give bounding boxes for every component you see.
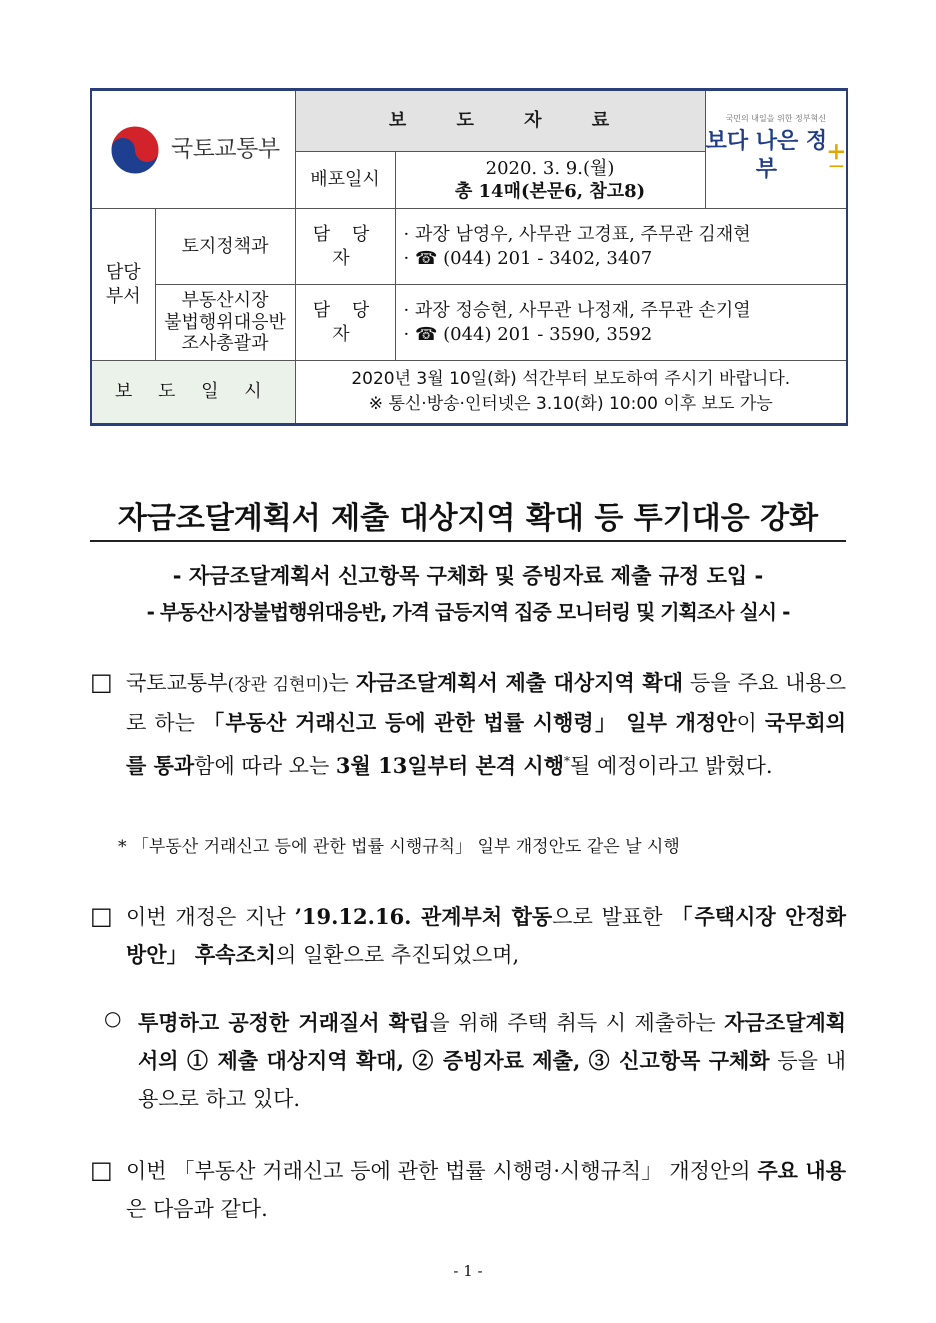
p1-text: 는 [328,671,356,695]
release-pages: 총 14매(본문6, 참고8) [454,181,646,202]
p1-emph: 자금조달계획서 제출 대상지역 확대 [355,670,684,695]
page-number: - 1 - [453,1262,483,1280]
p3-text: 을 위해 주택 취득 시 제출하는 [429,1011,725,1035]
phone-1: (044) 201 - 3402, 3407 [443,247,653,269]
release-date: 2020. 3. 9.(월) [485,157,615,179]
paragraph-2 [126,898,846,974]
footnote: * 「부동산 거래신고 등에 관한 법률 시행규칙」 일부 개정안도 같은 날 시행 [118,837,680,857]
phone-icon: ☎ [414,323,438,345]
paragraph-1 [126,664,846,785]
contact-label-1: 담 당 자 [295,209,395,285]
circle-bullet-icon: ○ [104,1006,122,1030]
square-bullet-icon: □ [90,668,113,696]
contact-label-2: 담 당 자 [295,285,395,361]
p4-text: 은 다음과 같다. [126,1197,268,1221]
press-release-header [90,88,848,426]
ministry-logo-text: 국토교통부 [170,135,280,162]
subtitle-2: - 부동산시장불법행위대응반, 가격 급등지역 집중 모니터링 및 기획조사 실시 - [146,600,790,624]
p4-text: 이번 「부동산 거래신고 등에 관한 법률 시행령·시행규칙」 개정안의 [126,1159,758,1183]
dept-name-2: 부동산시장 불법행위대응반 조사총괄과 [155,285,295,361]
dept-label: 담당 부서 [91,209,155,361]
release-info [395,152,705,209]
publish-line-2: ※ 통신·방송·인터넷은 3.10(화) 10:00 이후 보도 가능 [368,394,773,414]
main-headline: 자금조달계획서 제출 대상지역 확대 등 투기대응 강화 [117,501,819,536]
p2-emph: 「주택시장 안정화 방안」 후속조치 [126,904,847,967]
publish-info [295,361,847,425]
taeguk-emblem-icon [107,122,163,178]
p1-text: 이 [736,711,765,735]
phone-2: (044) 201 - 3590, 3592 [443,323,653,345]
p2-text: 의 일환으로 추진되었으며, [276,943,520,967]
square-bullet-icon: □ [90,902,113,930]
p1-emph: 국무회의를 통과 [126,710,846,778]
publish-line-1: 2020년 3월 10일(화) 석간부터 보도하여 주시기 바랍니다. [351,369,791,390]
p4-emph: 주요 내용 [757,1158,846,1183]
p1-emph: 3월 13일부터 본격 시행 [335,753,564,778]
p3-emph: 투명하고 공정한 거래질서 확립 [138,1010,430,1035]
release-label: 배포일시 [295,152,395,209]
footnote-mark: * [563,754,570,768]
p1-text: 국토교통부 [126,671,228,695]
staff-1: 과장 남영우, 사무관 고경표, 주무관 김재현 [414,224,751,246]
title-divider [90,540,846,542]
square-bullet-icon: □ [90,1156,113,1184]
contact-info-2: · 과장 정승현, 사무관 나정재, 주무관 손기열 · ☎ (044) 201 - 3590, 3592 [395,285,847,361]
plus-icon [827,140,846,172]
gov-slogan-small: 국민의 내일을 위한 정부혁신 [725,114,826,124]
gov-slogan-logo [706,128,847,185]
p1-minister: (장관 김현미) [227,675,329,695]
dept-name-1: 토지정책과 [155,209,295,285]
ministry-logo-cell [91,90,295,209]
gov-slogan: 보다 나은 정부 [705,128,828,183]
p3-text: 등을 내용으로 하고 있다. [138,1049,846,1111]
paragraph-4 [126,1152,846,1228]
p3-emph: 자금조달계획서의 ① 제출 대상지역 확대, ② 증빙자료 제출, ③ 신고항목 구체화 [138,1010,847,1073]
p1-emph: 「부동산 거래신고 등에 관한 법률 시행령」 일부 개정안 [203,710,737,735]
p2-text: 으로 발표한 [552,905,672,929]
gov-slogan-cell [705,90,847,209]
p2-text: 이번 개정은 지난 [126,905,295,929]
p1-text: 등을 주요 내용으로 하는 [126,671,846,735]
document-title: 보 도 자 료 [295,90,705,152]
p1-text: 될 예정이라고 밝혔다. [569,754,773,778]
paragraph-3 [138,1004,846,1118]
contact-info-1: · 과장 남영우, 사무관 고경표, 주무관 김재현 · ☎ (044) 201 - 3402, 3407 [395,209,847,285]
staff-2: 과장 정승현, 사무관 나정재, 주무관 손기열 [414,300,751,322]
subtitle-1: - 자금조달계획서 신고항목 구체화 및 증빙자료 제출 규정 도입 - [172,564,764,588]
phone-icon: ☎ [414,247,438,269]
p1-text: 함에 따라 오는 [194,754,336,778]
publish-label: 보 도 일 시 [91,361,295,425]
p2-emph: ’19.12.16. 관계부처 합동 [294,904,553,929]
